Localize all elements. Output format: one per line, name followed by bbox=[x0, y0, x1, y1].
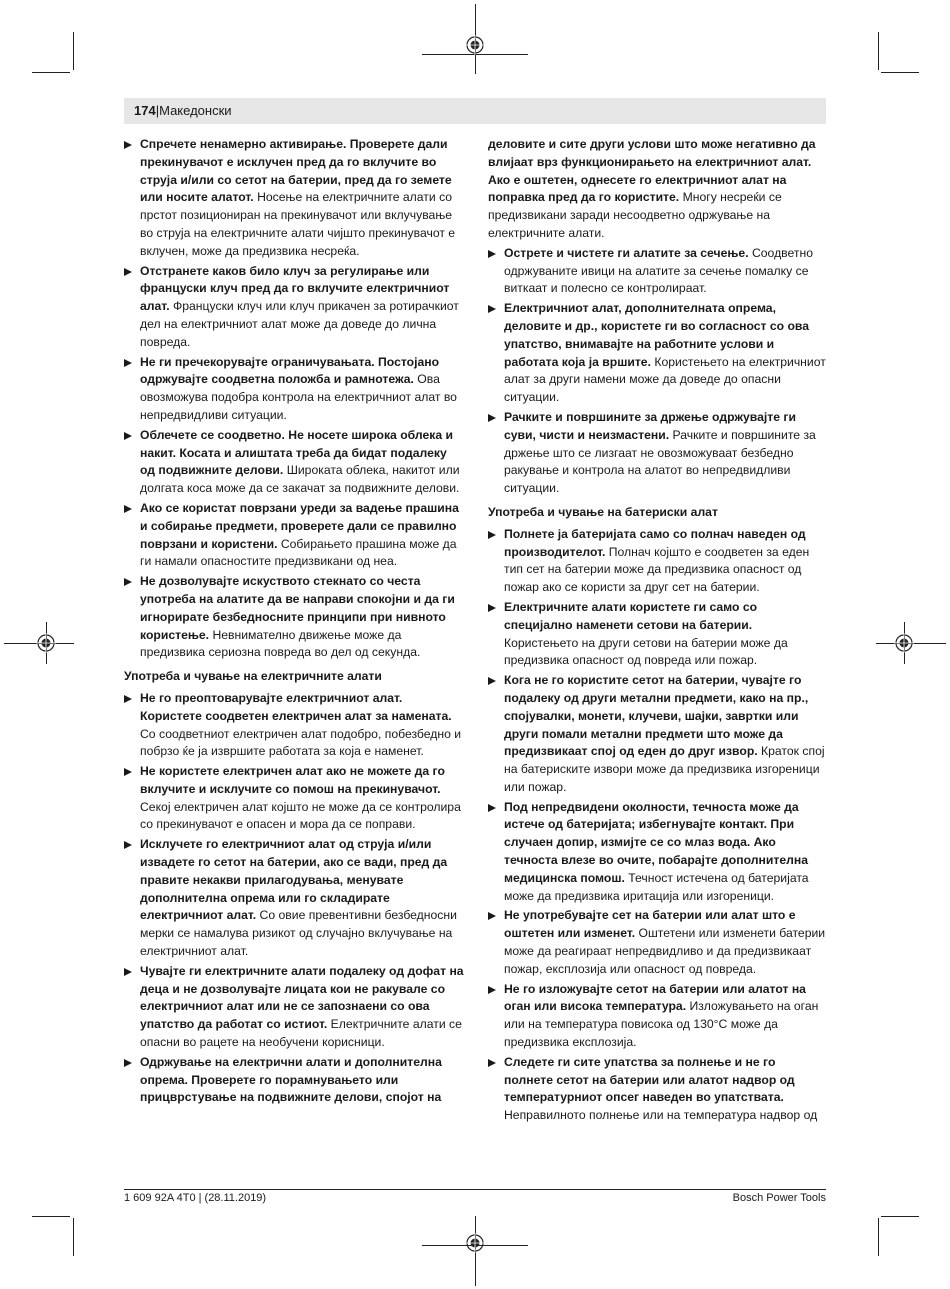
safety-instruction-item: Спречете ненамерно активирање. Проверете дали прекинувачот е исклучен пред да го вклучите во струја и/или со сетот на батерии, пред да го земете или носите алатот. Носење на електричните алати со прстот позициониран на прекинувачот или вклучување во струја на електричните алати чијшто прекинувачот е вклучен, може да предизвика несреќа. bbox=[124, 136, 464, 261]
registration-mark-icon bbox=[36, 633, 56, 653]
header-language: Македонски bbox=[159, 103, 232, 118]
footer-brand: Bosch Power Tools bbox=[732, 1192, 826, 1204]
safety-instruction-item: Електричните алати користете ги само со специјално наменети сетови на батерии. Користењето на други сетови на батерии може да предизвика опасност од повреда или пожар. bbox=[488, 599, 827, 670]
bullet-arrow-icon bbox=[488, 1059, 496, 1067]
registration-mark-icon bbox=[465, 1233, 485, 1253]
crop-mark bbox=[32, 72, 70, 73]
safety-instruction-item: Електричниот алат, дополнителната опрема, деловите и др., користете ги во согласност со ова упатство, внимавајте на работните услови и работата која ја вршите. Користењето на електричниот алат за други намени може да доведе до опасни ситуации. bbox=[488, 300, 827, 407]
safety-instruction-item: Не го преоптоварувајте електричниот алат. Користете соодветен електричен алат за намената. Со соодветниот електричен алат подобро, побезбедно и побрзо ќе ја извршите работата за која е наменет. bbox=[124, 690, 464, 761]
bullet-arrow-icon bbox=[124, 841, 132, 849]
safety-instruction-item: Не го изложувајте сетот на батерии или алатот на оган или висока температура. Изложувањето на оган или на температура повисока од 130°C може да предизвика експлозија. bbox=[488, 981, 827, 1052]
bullet-arrow-icon bbox=[124, 695, 132, 703]
right-list-a bbox=[488, 245, 827, 498]
safety-instruction-item: Не употребувајте сет на батерии или алат што е оштетен или изменет. Оштетени или изменети батерии може да реагираат непредвидливо и да предизвикаат пожар, експлозија или опасност од повреда. bbox=[488, 907, 827, 978]
left-list-b bbox=[124, 690, 464, 1107]
bullet-arrow-icon bbox=[488, 677, 496, 685]
bullet-arrow-icon bbox=[124, 968, 132, 976]
bullet-arrow-icon bbox=[124, 359, 132, 367]
safety-instruction-item: Полнете ја батеријата само со полнач наведен од производителот. Полнач којшто е соодветен за еден тип сет на батерии може да предизвика опасност од пожар ако се користи за друг сет на батерии. bbox=[488, 526, 827, 597]
safety-instruction-item: Не користете електричен алат ако не можете да го вклучите и исклучите со помош на прекинувачот. Секој електричен алат којшто не може да се контролира со прекинувачот е опасен и мора да се поправи. bbox=[124, 763, 464, 834]
crop-mark bbox=[878, 1218, 879, 1256]
bullet-arrow-icon bbox=[124, 432, 132, 440]
crop-mark bbox=[73, 1218, 74, 1256]
bullet-arrow-icon bbox=[124, 768, 132, 776]
crop-mark bbox=[881, 1216, 919, 1217]
page-number: 174 bbox=[134, 103, 156, 118]
safety-instruction-item: Чувајте ги електричните алати подалеку од дофат на деца и не дозволувајте лицата кои не ракувале со електричниот алат или не се запознаени со ова упатство да работат со истиот. Електричните алати се опасни во рацете на необучени корисници. bbox=[124, 963, 464, 1052]
registration-mark-icon bbox=[465, 35, 485, 55]
bullet-arrow-icon bbox=[124, 578, 132, 586]
bullet-arrow-icon bbox=[488, 414, 496, 422]
page-header bbox=[124, 98, 826, 124]
left-column bbox=[124, 136, 464, 1109]
left-list-a bbox=[124, 136, 464, 662]
safety-instruction-item: Облечете се соодветно. Не носете широка облека и накит. Косата и алиштата треба да бидат подалеку од подвижните делови. Широката облека, накитот или долгата коса може да се закачат за подвижните делови. bbox=[124, 427, 464, 498]
section-heading-battery-tools: Употреба и чување на батериски алат bbox=[488, 504, 718, 519]
safety-instruction-item: Кога не го користите сетот на батерии, чувајте го подалеку од други метални предмети, како на пр., спојувалки, монети, клучеви, шајки, завртки или други помали метални предмети што може да предизвикаат спој од еден до друг извор. Краток спој на батериските извори може да предизвика изгореници или пожар. bbox=[488, 672, 827, 797]
safety-instruction-item: Ако се користат поврзани уреди за вадење прашина и собирање предмети, проверете дали се правилно поврзани и користени. Собирањето прашина може да ги намали опасностите предизвикани од неа. bbox=[124, 500, 464, 571]
header-separator: | bbox=[155, 103, 160, 118]
safety-instruction-item: Не дозволувајте искуството стекнато со честа употреба на алатите да ве направи спокојни и да ги игнорирате безбедносните принципи при нивното користење. Невнимателно движење може да предизвика сериозна повреда во дел од секунда. bbox=[124, 573, 464, 662]
bullet-arrow-icon bbox=[488, 912, 496, 920]
safety-instruction-item: Следете ги сите упатства за полнење и не го полнете сетот на батерии или алатот надвор од температурниот опсег наведен во упатствата. Неправилното полнење или на температура надвор од bbox=[488, 1054, 827, 1125]
section-heading-power-tools: Употреба и чување на електричните алати bbox=[124, 669, 382, 684]
bullet-arrow-icon bbox=[124, 268, 132, 276]
safety-instruction-item: Отстранете каков било клуч за регулирање или француски клуч пред да го вклучите електричниот алат. Француски клуч или клуч прикачен за ротирачкиот дел на електричниот алат може да доведе до лична повреда. bbox=[124, 263, 464, 352]
safety-instruction-item: Не ги пречекорувајте ограничувањата. Постојано одржувајте соодветна положба и рамнотежа. Ова овозможува подобра контрола на електричниот алат во непредвидливи ситуации. bbox=[124, 354, 464, 425]
header-text bbox=[134, 103, 232, 118]
bullet-arrow-icon bbox=[488, 604, 496, 612]
bullet-arrow-icon bbox=[488, 804, 496, 812]
crop-mark bbox=[878, 32, 879, 70]
bullet-arrow-icon bbox=[488, 986, 496, 994]
bullet-arrow-icon bbox=[124, 141, 132, 149]
bullet-arrow-icon bbox=[124, 1059, 132, 1067]
safety-instruction-item: Рачките и површините за држење одржувајте ги суви, чисти и неизмастени. Рачките и површините за држење што се лизгаат не овозможуваат безбедно ракување и контрола на алатот во непредвидливи ситуации. bbox=[488, 409, 827, 498]
footer-divider bbox=[124, 1189, 826, 1190]
crop-mark bbox=[32, 1216, 70, 1217]
crop-mark bbox=[73, 32, 74, 70]
crop-mark bbox=[881, 72, 919, 73]
bullet-arrow-icon bbox=[124, 505, 132, 513]
footer-document-id: 1 609 92A 4T0 | (28.11.2019) bbox=[124, 1192, 267, 1204]
bullet-arrow-icon bbox=[488, 250, 496, 258]
continuation-paragraph: деловите и сите други услови што може негативно да влијаат врз функционирањето на електричниот алат. Ако е оштетен, однесете го електричниот алат на поправка пред да го користите. Многу несреќи се предизвикани заради несоодветно одржување на електричните алати. bbox=[488, 137, 816, 240]
bullet-arrow-icon bbox=[488, 531, 496, 539]
safety-instruction-item: Одржување на електрични алати и дополнителна опрема. Проверете го порамнувањето или прицврстување на подвижните делови, спојот на bbox=[124, 1054, 464, 1107]
safety-instruction-item: Исклучете го електричниот алат од струја и/или извадете го сетот на батерии, ако се вади, пред да правите некакви прилагодувања, менувате дополнителна опрема или го складирате електричниот алат. Со овие превентивни безбедносни мерки се намалува ризикот од случајно вклучување на електричниот алат. bbox=[124, 836, 464, 961]
bullet-arrow-icon bbox=[488, 305, 496, 313]
safety-instruction-item: Острете и чистете ги алатите за сечење. Соодветно одржуваните ивици на алатите за сечење помалку се виткаат и полесно се контролираат. bbox=[488, 245, 827, 298]
right-list-b bbox=[488, 526, 827, 1125]
safety-instruction-item: Под непредвидени околности, течноста може да истече од батеријата; избегнувајте контакт. При случаен допир, измијте се со млаз вода. Ако течноста влезе во очите, побарајте дополнителна медицинска помош. Течност истечена од батеријата може да предизвика иритација или изгореници. bbox=[488, 799, 827, 906]
registration-mark-icon bbox=[894, 633, 914, 653]
right-column bbox=[488, 136, 827, 1127]
